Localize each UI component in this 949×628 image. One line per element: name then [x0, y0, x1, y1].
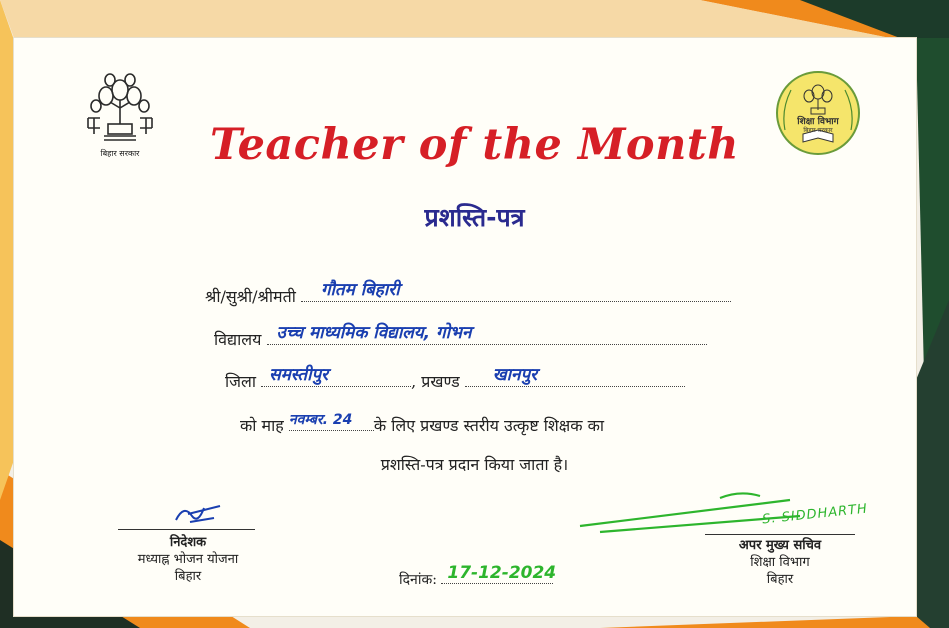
- district-label: जिला: [225, 372, 257, 391]
- right-signature-line: [705, 534, 855, 535]
- school-field: [267, 323, 707, 345]
- right-signatory: [690, 537, 870, 588]
- district-block-row: [225, 365, 685, 392]
- block-label: , प्रखण्ड: [411, 372, 460, 391]
- date-field: [441, 563, 557, 584]
- left-signatory-title: निदेशक: [169, 535, 207, 550]
- left-signatory: [98, 534, 278, 585]
- block-value: खानपुर: [492, 365, 538, 385]
- emblem-left-caption: बिहार सरकार: [100, 149, 140, 158]
- certificate-subtitle: प्रशस्ति-पत्र: [424, 203, 525, 232]
- school-value: उच्च माध्यमिक विद्यालय, गोभन: [276, 323, 472, 343]
- month-field: [289, 412, 374, 431]
- director-signature: [170, 500, 230, 530]
- emblem-right-caption: शिक्षा विभाग: [797, 117, 839, 127]
- date-label: दिनांक:: [399, 572, 437, 588]
- right-signatory-title: अपर मुख्य सचिव: [738, 538, 822, 553]
- certificate-title: Teacher of the Month: [210, 120, 739, 170]
- month-suffix: के लिए प्रखण्ड स्तरीय उत्कृष्ट शिक्षक का: [373, 416, 605, 435]
- name-value: गौतम बिहारी: [320, 280, 400, 300]
- closing-line: प्रशस्ति-पत्र प्रदान किया जाता है।: [380, 455, 569, 474]
- right-signature-text: S. SIDDHARTH: [761, 501, 869, 528]
- name-field: [301, 280, 731, 302]
- school-label: विद्यालय: [214, 330, 262, 349]
- month-row: [240, 412, 604, 436]
- left-signatory-line2: बिहार: [174, 569, 202, 584]
- left-signature-line: [118, 529, 255, 530]
- date-value: 17-12-2024: [447, 563, 557, 583]
- left-signatory-line1: मध्याह्न भोजन योजना: [137, 552, 239, 567]
- date-row: [399, 563, 557, 589]
- block-field: [465, 365, 685, 387]
- district-field: [261, 365, 411, 387]
- district-value: समस्तीपुर: [269, 365, 329, 385]
- month-prefix: को माह: [240, 416, 284, 435]
- name-label: श्री/सुश्री/श्रीमती: [205, 287, 296, 306]
- right-signatory-line1: शिक्षा विभाग: [750, 555, 810, 570]
- name-row: [205, 280, 731, 307]
- month-value: नवम्बर. 24: [288, 412, 353, 428]
- right-signatory-line2: बिहार: [766, 572, 794, 587]
- emblem-right-subcaption: बिहार सरकार: [803, 127, 833, 134]
- school-row: [214, 323, 707, 350]
